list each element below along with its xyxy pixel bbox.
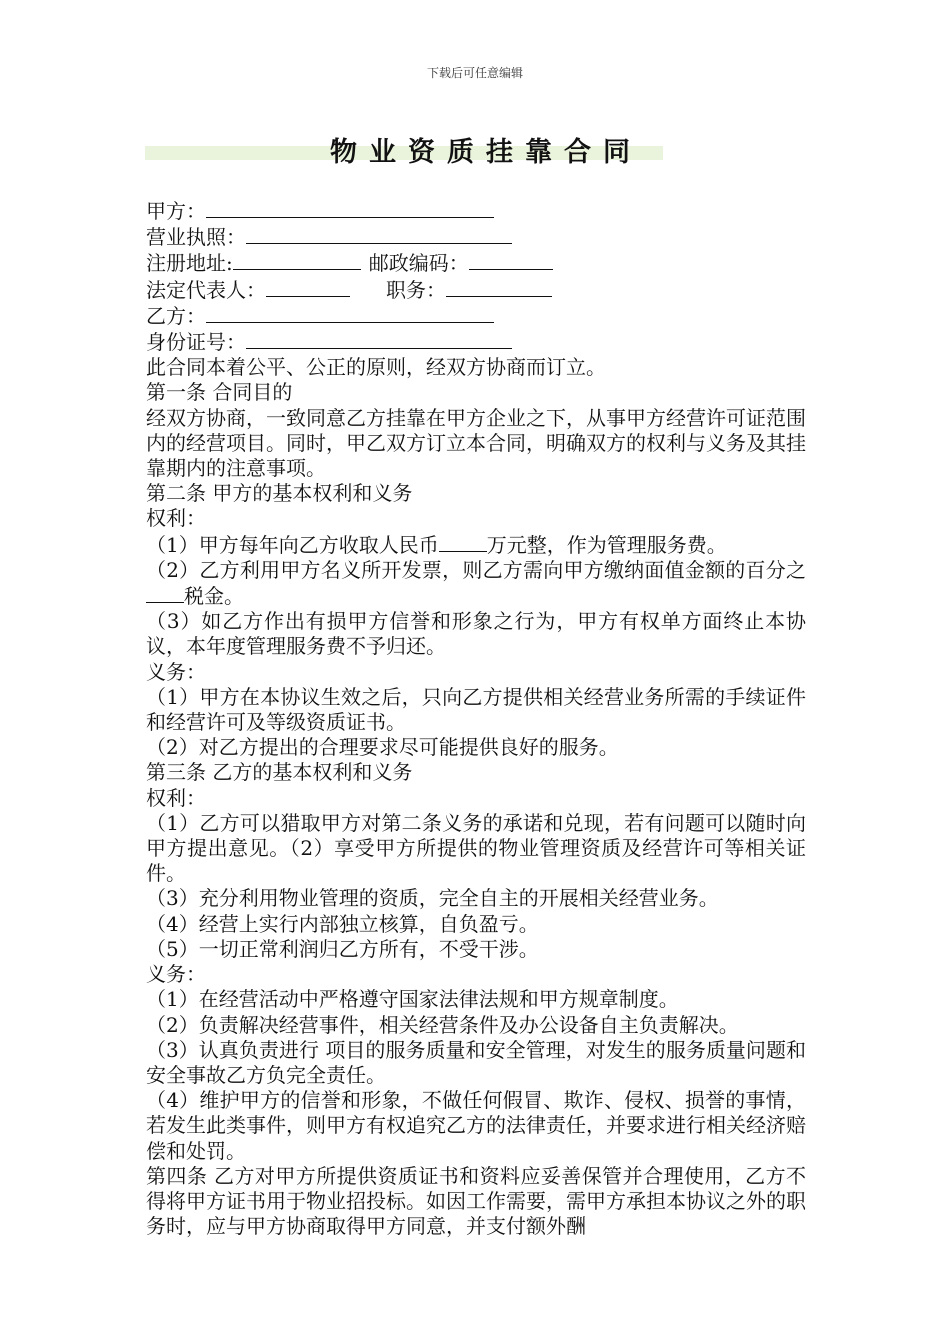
article-3-duty-3: （3）认真负责进行 项目的服务质量和安全管理，对发生的服务质量问题和安全事故乙方负完全责任。 xyxy=(146,1037,806,1087)
article-2-rights-label: 权利： xyxy=(146,506,206,531)
field-label: 职务： xyxy=(386,277,446,302)
position-blank xyxy=(446,277,552,297)
article-3-right-4: （4）经营上实行内部独立核算，自负盈亏。 xyxy=(146,911,539,936)
article-2-duties-label: 义务： xyxy=(146,659,206,684)
field-legal-rep-position xyxy=(146,277,806,303)
field-address-postal xyxy=(146,250,806,276)
field-label: 营业执照： xyxy=(146,225,246,250)
header-note: 下载后可任意编辑 xyxy=(426,66,523,80)
article-2-right-2 xyxy=(146,558,806,609)
article-1-heading: 第一条 合同目的 xyxy=(146,380,293,405)
field-id-number xyxy=(146,329,806,355)
article-2-duty-2: （2）对乙方提出的合理要求尽可能提供良好的服务。 xyxy=(146,735,619,760)
fee-blank xyxy=(439,532,487,552)
article-1-body: 经双方协商，一致同意乙方挂靠在甲方企业之下，从事甲方经营许可证范围内的经营项目。同时，甲乙双方订立本合同，明确双方的权利与义务及其挂靠期内的注意事项。 xyxy=(146,405,806,481)
article-3-duties-label: 义务： xyxy=(146,962,206,987)
field-label: 身份证号： xyxy=(146,330,246,355)
id-number-blank xyxy=(246,329,512,349)
field-label: 邮政编码： xyxy=(368,251,469,276)
article-3-duty-1: （1）在经营活动中严格遵守国家法律法规和甲方规章制度。 xyxy=(146,987,679,1012)
field-label: 甲方： xyxy=(146,199,206,223)
postal-code-blank xyxy=(469,250,553,270)
article-3-heading: 第三条 乙方的基本权利和义务 xyxy=(146,760,413,785)
clause-text: （2）乙方利用甲方名义所开发票，则乙方需向甲方缴纳面值金额的百分之 xyxy=(146,557,806,582)
field-party-a xyxy=(146,198,806,224)
address-blank xyxy=(233,250,361,270)
intro-text: 此合同本着公平、公正的原则，经双方协商而订立。 xyxy=(146,355,606,380)
article-4-body: 第四条 乙方对甲方所提供资质证书和资料应妥善保管并合理使用，乙方不得将甲方证书用于物业招投标。如因工作需要，需甲方承担本协议之外的职务时，应与甲方协商取得甲方同意，并支付额外酬 xyxy=(146,1163,806,1239)
field-label: 乙方： xyxy=(146,303,206,328)
tax-rate-blank xyxy=(146,583,184,603)
article-3-duty-2: （2）负责解决经营事件，相关经营条件及办公设备自主负责解决。 xyxy=(146,1012,739,1037)
article-3-right-5: （5）一切正常利润归乙方所有，不受干涉。 xyxy=(146,936,539,961)
article-2-heading: 第二条 甲方的基本权利和义务 xyxy=(146,481,413,506)
field-label: 注册地址: xyxy=(146,251,233,276)
document-body xyxy=(146,198,806,1239)
field-party-b xyxy=(146,303,806,329)
clause-text: （1）甲方每年向乙方收取人民币 xyxy=(146,532,439,557)
business-license-blank xyxy=(246,224,512,244)
article-3-right-1-2: （1）乙方可以猎取甲方对第二条义务的承诺和兑现，若有问题可以随时向甲方提出意见。（2）享受甲方所提供的物业管理资质及经营许可等相关证件。 xyxy=(146,810,806,886)
article-3-right-3: （3）充分利用物业管理的资质，完全自主的开展相关经营业务。 xyxy=(146,886,719,911)
article-2-right-1 xyxy=(146,532,806,558)
article-3-duty-4: （4）维护甲方的信誉和形象，不做任何假冒、欺诈、侵权、损誉的事情，若发生此类事件，则甲方有权追究乙方的法律责任，并要求进行相关经济赔偿和处罚。 xyxy=(146,1088,806,1163)
article-3-rights-label: 权利： xyxy=(146,785,206,810)
party-b-blank xyxy=(206,303,494,323)
field-business-license xyxy=(146,224,806,250)
clause-text: 万元整，作为管理服务费。 xyxy=(486,532,727,557)
document-title: 物业资质挂靠合同 xyxy=(330,137,642,168)
field-label: 法定代表人： xyxy=(146,277,266,302)
article-2-right-3: （3）如乙方作出有损甲方信誉和形象之行为，甲方有权单方面终止本协议，本年度管理服务费不予归还。 xyxy=(146,609,806,659)
legal-rep-blank xyxy=(266,277,350,297)
article-2-duty-1: （1）甲方在本协议生效之后，只向乙方提供相关经营业务所需的手续证件和经营许可及等级资质证书。 xyxy=(146,684,806,735)
party-a-blank xyxy=(206,198,494,218)
clause-text: 税金。 xyxy=(184,584,244,609)
